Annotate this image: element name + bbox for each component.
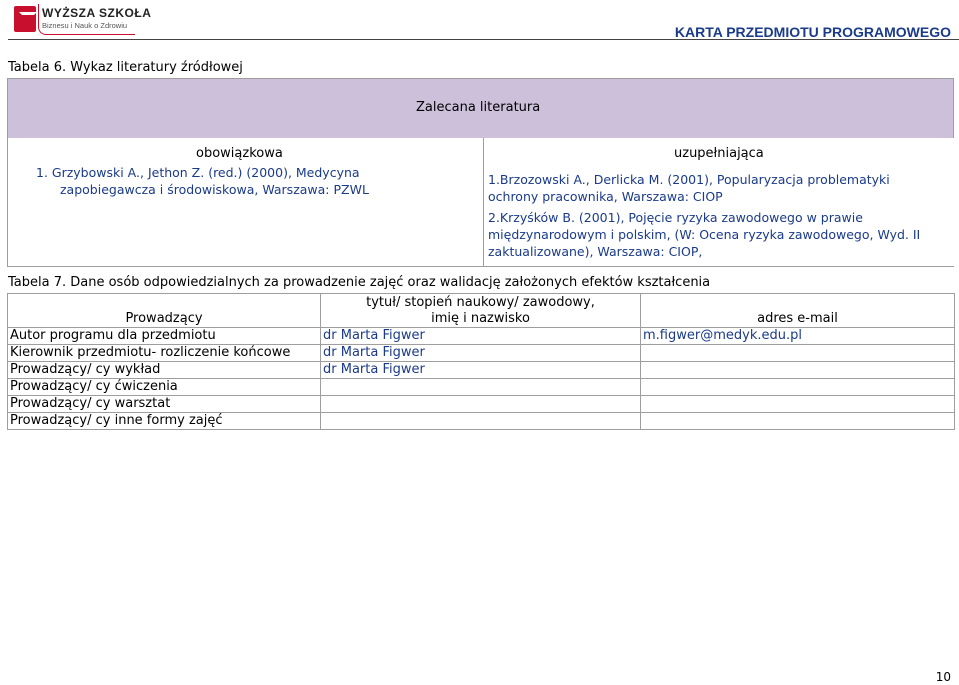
header-divider [8,39,959,40]
email-cell [641,362,955,379]
table-row [8,328,955,345]
table-row [8,396,955,413]
logo-name: WYŻSZA SZKOŁA [42,6,152,20]
header-title-name [321,294,641,328]
staff-table-header [8,294,955,328]
document-title: KARTA PRZEDMIOTU PROGRAMOWEGO [674,24,951,40]
role-cell: Autor programu dla przedmiotu [8,328,321,345]
school-logo [12,4,152,36]
supplementary-item-line: 2.Krzyśków B. (2001), Pojęcie ryzyka zawodowego w prawie [488,210,863,225]
email-cell: m.figwer@medyk.edu.pl [641,328,955,345]
logo-subtitle: Biznesu i Nauk o Zdrowiu [42,21,128,30]
supplementary-literature-cell [483,138,954,266]
literature-table [7,78,954,267]
email-cell [641,345,955,362]
role-cell: Prowadzący/ cy ćwiczenia [8,379,321,396]
staff-table [7,293,955,430]
literature-heading: Zalecana literatura [416,100,541,115]
header-email: adres e-mail [641,294,955,328]
supplementary-item-line: międzynarodowym i polskim, (W: Ocena ryzyka zawodowego, Wyd. II [488,227,921,242]
name-cell: dr Marta Figwer [321,328,641,345]
role-cell: Prowadzący/ cy inne formy zajęć [8,413,321,430]
mandatory-header: obowiązkowa [196,146,283,161]
email-cell [641,413,955,430]
name-cell: dr Marta Figwer [321,345,641,362]
mandatory-item-line: 1. Grzybowski A., Jethon Z. (red.) (2000), Medycyna [36,165,360,180]
mandatory-item-line: zapobiegawcza i środowiskowa, Warszawa: PZWL [60,182,369,197]
mandatory-literature-cell [8,138,483,266]
name-cell [321,379,641,396]
supplementary-item-line: 1.Brzozowski A., Derlicka M. (2001), Popularyzacja problematyki [488,172,890,187]
name-cell: dr Marta Figwer [321,362,641,379]
table-row [8,345,955,362]
table6-caption: Tabela 6. Wykaz literatury źródłowej [8,60,243,75]
email-cell [641,396,955,413]
supplementary-item-line: zaktualizowane), Warszawa: CIOP, [488,244,703,259]
table-row [8,379,955,396]
supplementary-header: uzupełniająca [674,146,764,161]
header-name-line: imię i nazwisko [431,311,530,326]
email-cell [641,379,955,396]
role-cell: Prowadzący/ cy wykład [8,362,321,379]
name-cell [321,396,641,413]
graduation-cap-icon [14,6,36,32]
table-row [8,413,955,430]
header-person: Prowadzący [8,294,321,328]
literature-heading-cell [8,79,953,139]
table7-caption: Tabela 7. Dane osób odpowiedzialnych za prowadzenie zajęć oraz walidację założonych efektów kształcenia [8,275,711,290]
name-cell [321,413,641,430]
header-title-line: tytuł/ stopień naukowy/ zawodowy, [366,295,595,310]
page-number: 10 [935,670,951,684]
table-row [8,362,955,379]
supplementary-item-line: ochrony pracownika, Warszawa: CIOP [488,189,723,204]
role-cell: Kierownik przedmiotu- rozliczenie końcowe [8,345,321,362]
role-cell: Prowadzący/ cy warsztat [8,396,321,413]
